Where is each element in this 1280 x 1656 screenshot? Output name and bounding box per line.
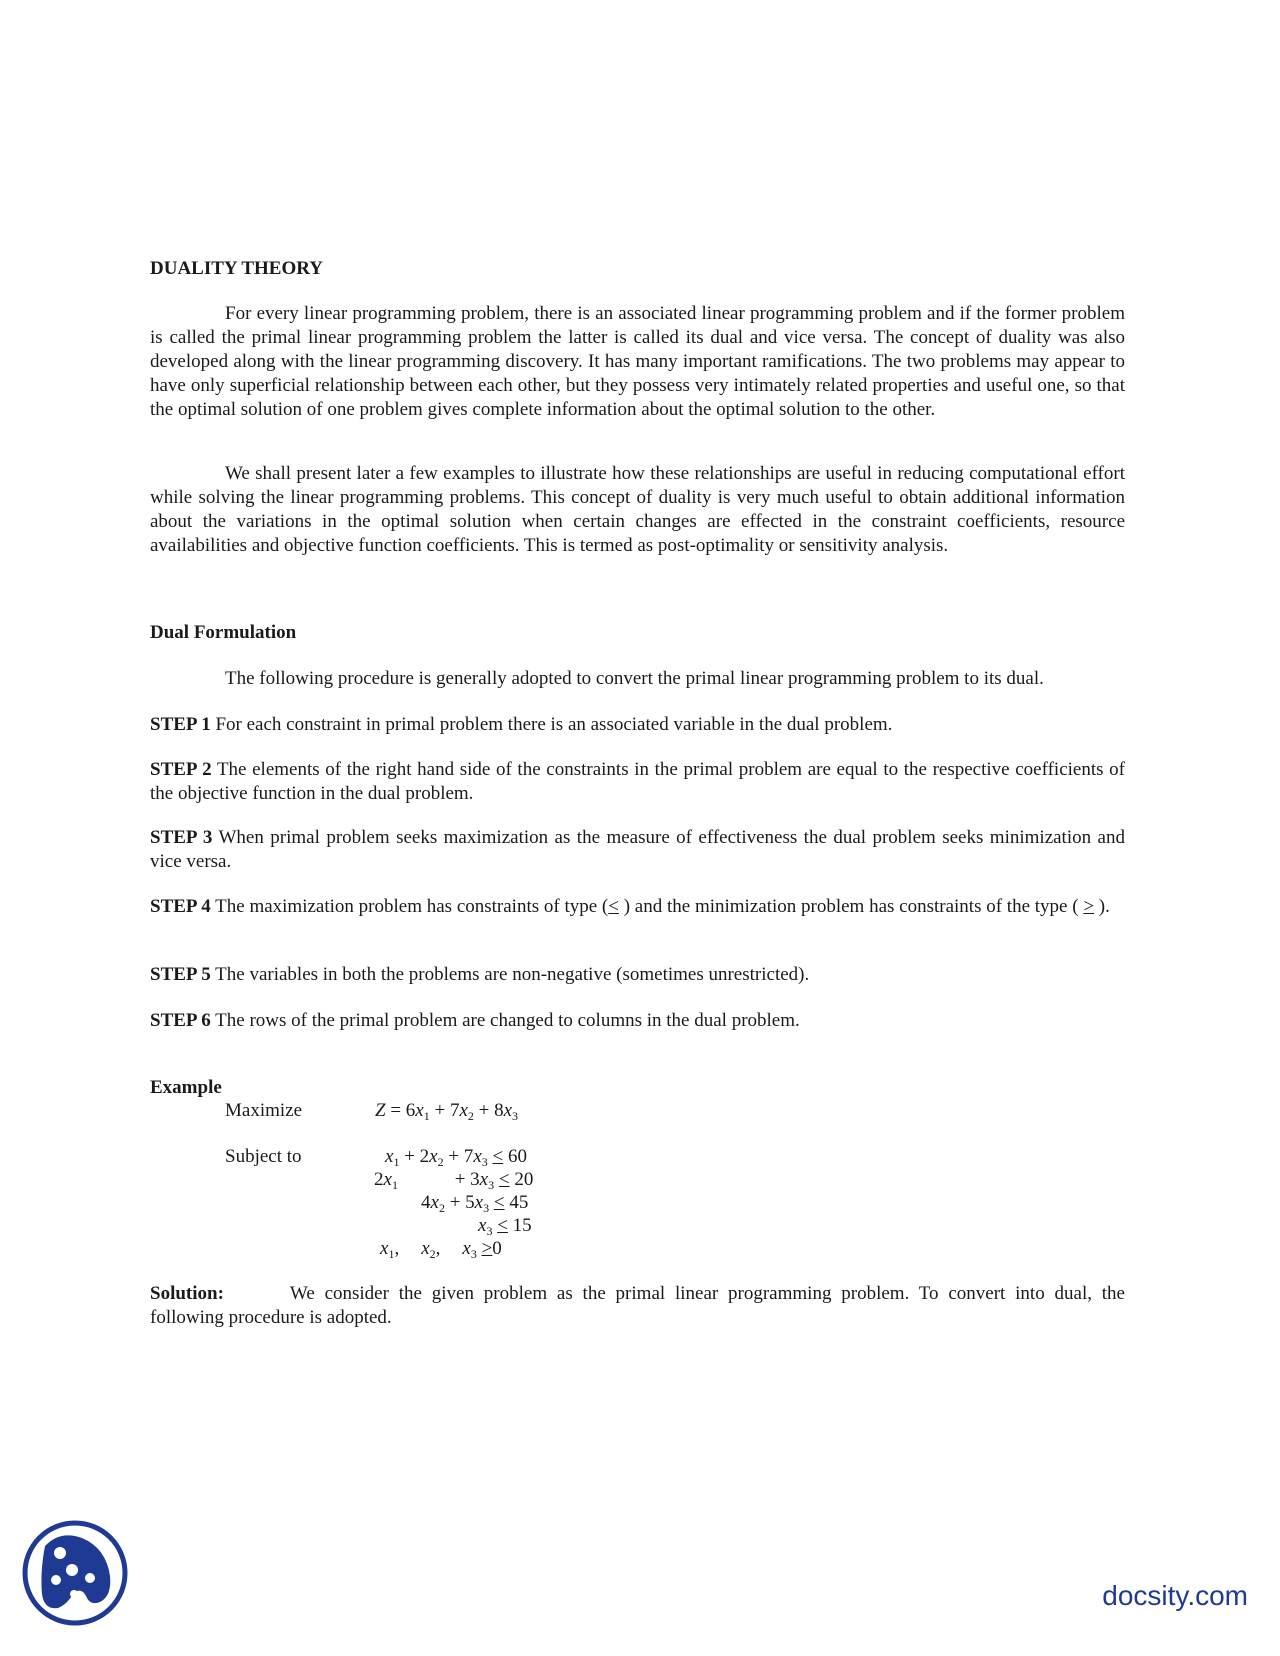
paragraph-1: For every linear programming problem, there is an associated linear programming problem and if the former problem is called the primal linear programming problem the latter is called its dual and vice versa. The concept of duality was also developed along with the linear programming discovery. It has many important ramifications. The two problems may appear to have only superficial relationship between each other, but they possess very intimately related properties and useful one, so that the optimal solution of one problem gives complete information about the optimal solution to the other.	[150, 303, 1125, 420]
subject-to-label: Subject to	[225, 1146, 302, 1167]
step-text: The rows of the primal problem are changed to columns in the dual problem.	[215, 1010, 800, 1031]
example-heading: Example	[150, 1077, 222, 1098]
less-equal-symbol: <	[608, 896, 619, 917]
constraint-1: $x_1 + 2x_2 + 7x_3 < 60$	[385, 1146, 527, 1169]
non-negativity-constraint: $x_1$, $x_2$, $x_3 >0$	[380, 1238, 502, 1261]
maximize-label: Maximize	[225, 1100, 303, 1121]
step-label: STEP 1	[150, 714, 211, 735]
solution-text: We consider the given problem as the primal linear programming problem. To convert into dual, the following procedure is adopted.	[150, 1283, 1125, 1328]
step-text: The elements of the right hand side of the constraints in the primal problem are equal to the respective coefficients of the objective function in the dual problem.	[150, 759, 1125, 804]
docsity-brand-link[interactable]: docsity.com	[1102, 1580, 1248, 1611]
dual-formulation-intro: The following procedure is generally adopted to convert the primal linear programming problem to its dual.	[225, 668, 1044, 689]
step-5	[150, 963, 1125, 987]
step-text-a: The maximization problem has constraints of type (	[215, 896, 609, 917]
step-label: STEP 5	[150, 964, 211, 985]
solution	[150, 1282, 1125, 1330]
page-title: DUALITY THEORY	[150, 258, 324, 279]
step-6	[150, 1009, 1125, 1033]
greater-equal-symbol: >	[1083, 896, 1095, 917]
step-4	[150, 895, 1125, 919]
step-label: STEP 3	[150, 827, 213, 848]
dual-formulation-heading: Dual Formulation	[150, 622, 297, 643]
step-text-b: ) and the minimization problem has constraints of the type (	[618, 896, 1084, 917]
constraint-2: $2x_1 + 3x_3 < 20$	[374, 1169, 534, 1192]
step-2	[150, 758, 1125, 806]
step-text: For each constraint in primal problem there is an associated variable in the dual problem.	[215, 714, 893, 735]
docsity-logo-icon	[20, 1518, 130, 1628]
step-3	[150, 826, 1125, 874]
step-1	[150, 713, 1125, 737]
step-text-c: ).	[1094, 896, 1110, 917]
step-text: The variables in both the problems are non-negative (sometimes unrestricted).	[215, 964, 810, 985]
step-label: STEP 4	[150, 896, 211, 917]
constraint-3: $4x_2 + 5x_3 < 45$	[421, 1192, 529, 1215]
step-text: When primal problem seeks maximization as the measure of effectiveness the dual problem seeks minimization and vice versa.	[150, 827, 1125, 872]
step-label: STEP 6	[150, 1010, 211, 1031]
step-label: STEP 2	[150, 759, 212, 780]
solution-label: Solution:	[150, 1283, 224, 1304]
objective-function: $Z = 6x_1 + 7x_2 + 8x_3$	[375, 1100, 519, 1123]
constraint-4: $x_3 < 15$	[478, 1215, 532, 1238]
paragraph-2: We shall present later a few examples to illustrate how these relationships are useful in reducing computational effort while solving the linear programming problems. This concept of duality is very much useful to obtain additional information about the variations in the optimal solution when certain changes are effected in the constraint coefficients, resource availabilities and objective function coefficients. This is termed as post-optimality or sensitivity analysis.	[150, 463, 1125, 556]
